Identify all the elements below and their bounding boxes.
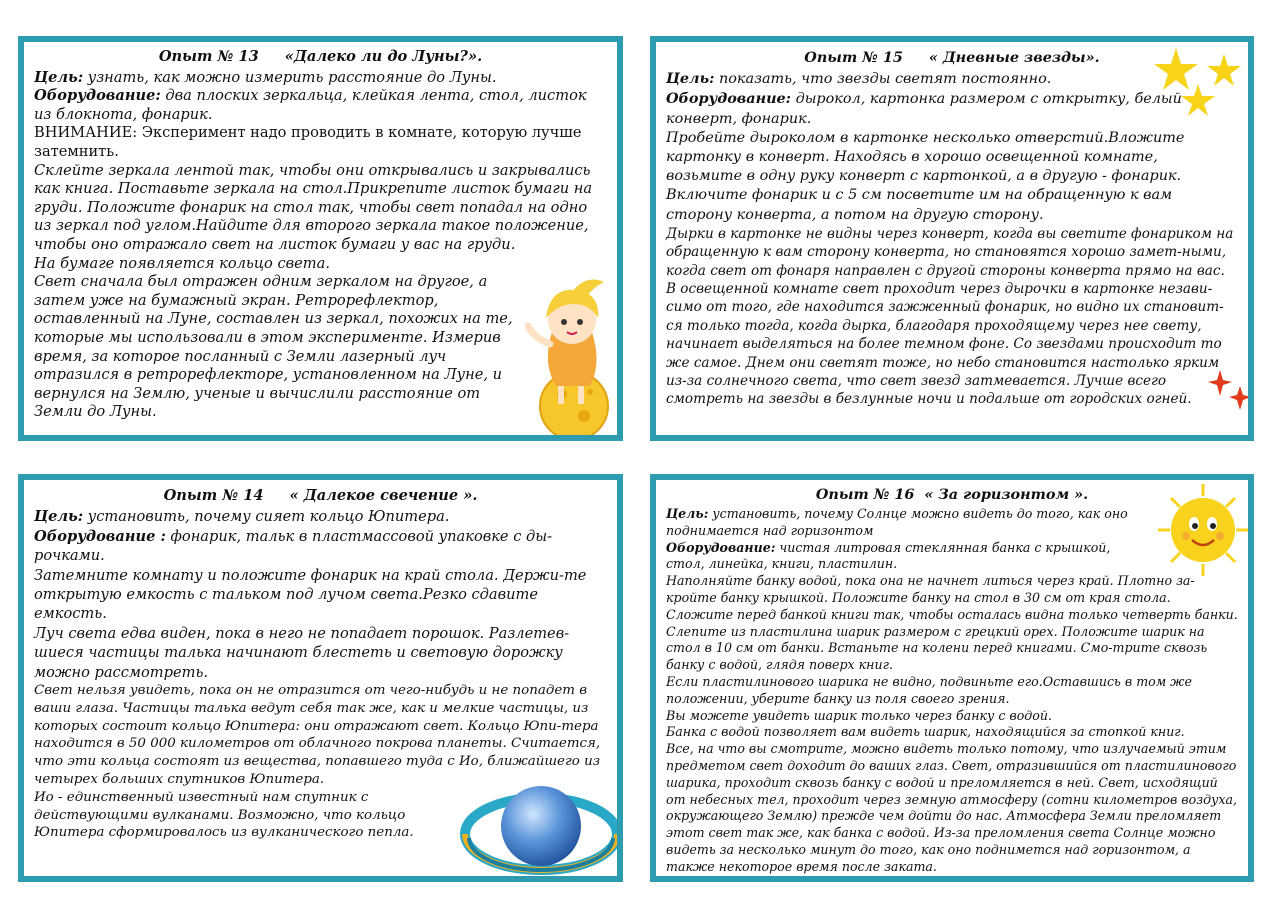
experiment-card-13 (18, 36, 623, 441)
procedure-2: Если пластилинового шарика не видно, подвиньте его.Оставшись в том же положении, уберите банку из поля своего зрения. (666, 673, 1192, 706)
result: На бумаге появляется кольцо света. (34, 254, 330, 272)
procedure: Склейте зеркала лентой так, чтобы они открывались и закрывались как книга. Поставьте зеркала на стол.Прикрепите листок бумаги на груди. Положите фонарик на стол так, чтобы свет попадал на одно из зеркал под углом.Найдите для второго зеркала такое положение, чтобы оно отражало свет на листок бумаги у вас на груди. (34, 161, 593, 253)
goal: Цель: установить, почему Солнце можно видеть до того, как оно поднимается над горизонтом (666, 506, 1128, 538)
goal: Цель: установить, почему сияет кольцо Юпитера. (34, 508, 450, 526)
equipment: Оборудование: дырокол, картонка размером с открытку, белый конверт, фонарик. (666, 90, 1182, 127)
card-title: Опыт № 13 «Далеко ли до Луны?». (158, 48, 483, 65)
red-stars-illustration (1204, 368, 1254, 418)
goal: Цель: показать, что звезды светят постоянно. (666, 70, 1052, 88)
procedure: Пробейте дыроколом в картонке несколько отверстий.Вложите картонку в конверт. Находясь в хорошо освещенной комнате, возьмите в одну руку конверт с картонкой, а в другую - фонарик. Включите фонарик и с 5 см посветите им на обращенную к вам сторону конверта, а потом на другую сторону. (666, 129, 1185, 223)
explanation: В освещенной комнате свет проходит через дырочки в картонке незави-симо от того, где находится зажженный фонарик, но видно их становит-ся только тогда, когда дырка, благодаря проходящему через нее свету, начинает выделяться на более темном фоне. Со звездами происходит то же самое. Днем они светят тоже, но небо становится настолько ярким из-за солнечного света, что свет звезд затмевается. Лучше всего смотреть на звезды в безлунные ночи и подальше от городских огней. (666, 281, 1224, 408)
equipment: Оборудование: два плоских зеркальца, клейкая лента, стол, листок из блокнота, фонарик. (34, 87, 587, 123)
experiment-card-15 (650, 36, 1254, 441)
smiling-sun-illustration (1154, 482, 1252, 578)
equipment: Оборудование: чистая литровая стеклянная банка с крышкой, стол, линейка, книги, пластилин. (666, 539, 1111, 572)
stars-illustration (1152, 46, 1248, 126)
saturn-planet-illustration (460, 778, 622, 882)
card-title: Опыт № 14 « Далекое свечение ». (163, 487, 478, 504)
experiment-card-16 (650, 474, 1254, 882)
explanation-2: Ио - единственный известный нам спутник с действующими вулканами. Возможно, что кольцо Юпитера сформировалось из вулканического пепла. (34, 789, 414, 841)
explanation: Свет нельзя увидеть, пока он не отразится от чего-нибудь и не попадет в ваши глаза. Частицы талька ведут себя так же, как и мелкие частицы, из которых состоит кольцо Юпитера: они отражают свет. Кольцо Юпи-тера находится в 50 000 километров от облачного покрова планеты. Считается, что эти кольца состоят из вещества, попавшего туда с Ио, ближайшего из четырех больших спутников Юпитера. (34, 683, 601, 788)
result-2: Банка с водой позволяет вам видеть шарик, находящийся за стопкой книг. (666, 724, 1185, 740)
warning: ВНИМАНИЕ: Эксперимент надо проводить в комнате, которую лучше затемнить. (34, 124, 582, 160)
experiment-card-14 (18, 474, 623, 882)
procedure: Затемните комнату и положите фонарик на край стола. Держи-те открытую емкость с тальком под лучом света.Резко сдавите емкость. (34, 566, 587, 623)
result: Дырки в картонке не видны через конверт, когда вы светите фонариком на обращенную к вам сторону конверта, но становятся хорошо замет-ными, когда свет от фонаря направлен с другой стороны конверта прямо на вас. (666, 225, 1234, 279)
result: Луч света едва виден, пока в него не попадает порошок. Разлетев-шиеся частицы талька начинают блестеть и световую дорожку можно рассмотреть. (34, 624, 570, 681)
girl-on-moon-illustration (512, 274, 622, 441)
explanation: Все, на что вы смотрите, можно видеть только потому, что излучаемый этим предметом свет доходит до ваших глаз. Свет, отразившийся от пластилинового шарика, проходит сквозь банку с водой и преломляется в ней. Свет, исходящий от небесных тел, проходит через земную атмосферу (сотни километров воздуха, окружающего Землю) прежде чем дойти до нас. Атмосфера Земли преломляет этот свет так же, как банка с водой. Из-за преломления света Солнце можно видеть за несколько минут до того, как оно поднимется над горизонтом, а также некоторое время после заката. (666, 741, 1237, 874)
card-title: Опыт № 15 « Дневные звезды». (804, 49, 1100, 66)
goal: Цель: узнать, как можно измерить расстояние до Луны. (34, 68, 497, 86)
card-title: Опыт № 16 « За горизонтом ». (815, 486, 1089, 503)
equipment: Оборудование : фонарик, тальк в пластмассовой упаковке с ды-рочками. (34, 527, 553, 565)
procedure: Наполняйте банку водой, пока она не начнет литься через край. Плотно за-кройте банку крышкой. Положите банку на стол в 30 см от края стола. Сложите перед банкой книги так, чтобы осталась видна только четверть банки. Слепите из пластилина шарик размером с грецкий орех. Положите шарик на стол в 10 см от банки. Встаньте на колени перед книгами. Смо-трите сквозь банку с водой, глядя поверх книг. (666, 573, 1238, 673)
explanation: Свет сначала был отражен одним зеркалом на другое, а затем уже на бумажный экран. Ретрорефлектор, оставленный на Луне, составлен из зеркал, похожих на те, которые мы использовали в этом эксперименте. Измерив время, за которое посланный с Земли лазерный луч отразился в ретрорефлекторе, установленном на Луне, и вернулся на Землю, ученые и вычислили расстояние от Земли до Луны. (34, 273, 513, 421)
result: Вы можете увидеть шарик только через банку с водой. (666, 707, 1052, 723)
